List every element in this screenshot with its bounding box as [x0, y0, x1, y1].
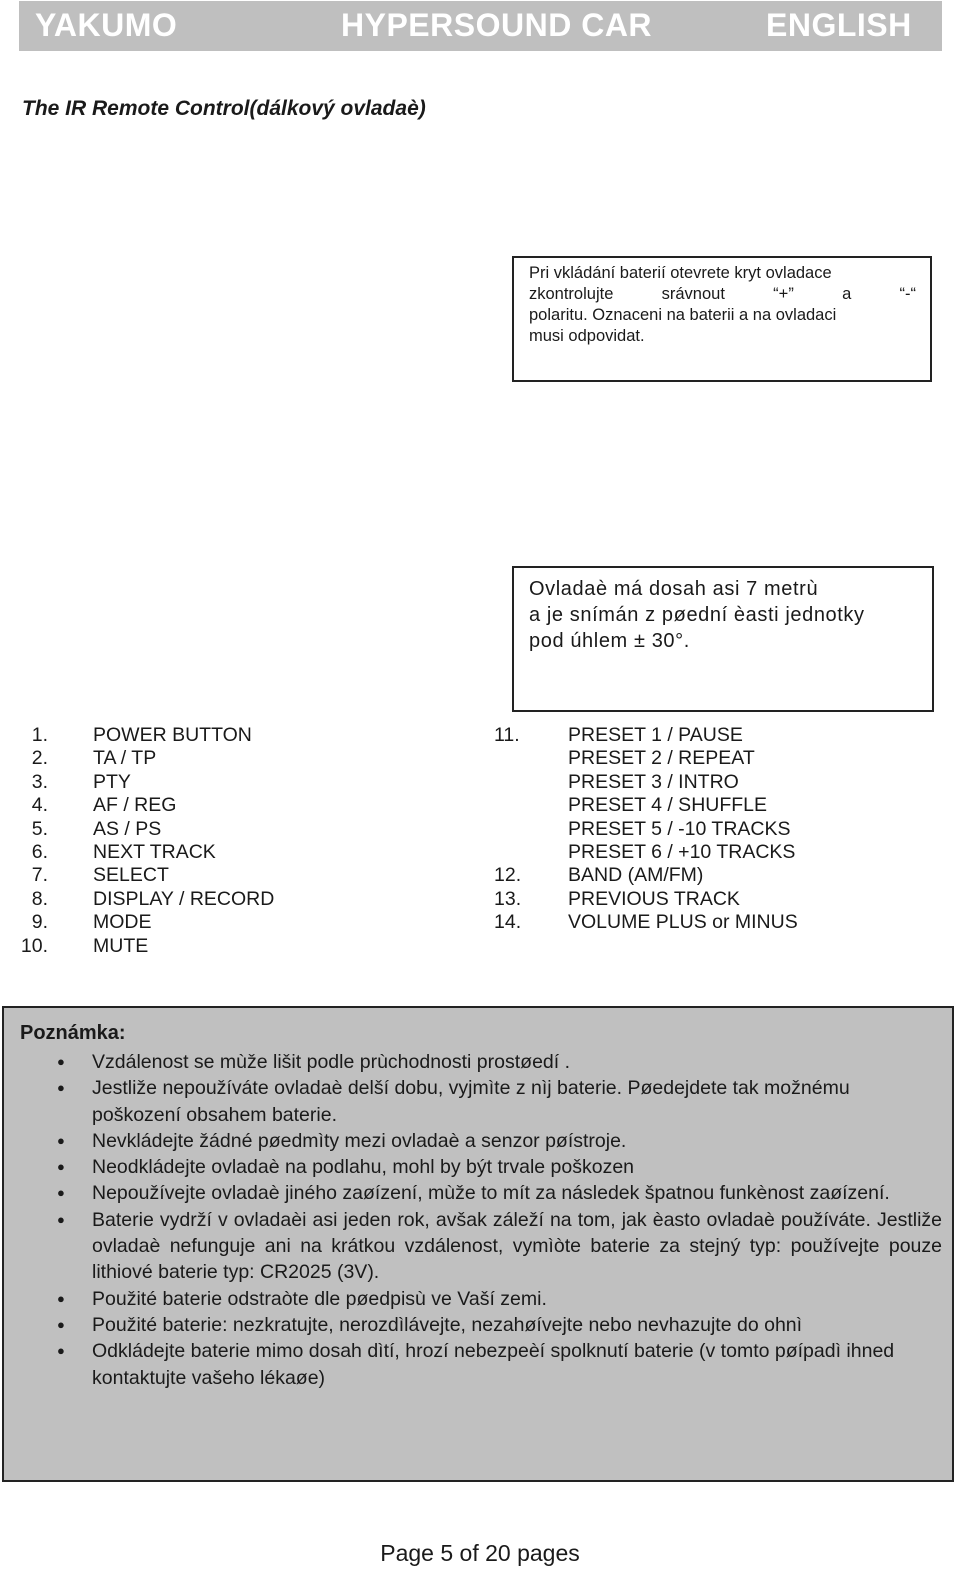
header-brand: YAKUMO [35, 7, 178, 43]
item-label: PRESET 2 / REPEAT [568, 747, 755, 770]
item-label: BAND (AM/FM) [568, 864, 704, 887]
item-label: PRESET 5 / -10 TRACKS [568, 817, 791, 840]
section-title: The IR Remote Control(dálkový ovladaè) [22, 97, 426, 120]
range-line-2: a je snímán z pøední èasti jednotky [529, 604, 865, 626]
item-label: MODE [93, 911, 152, 934]
note-item: ● Vzdálenost se mùže lišit podle prùchodnosti prostøedí . [4, 1049, 954, 1075]
header-product: HYPERSOUND CAR [341, 7, 653, 43]
item-number: 10. [20, 934, 48, 957]
battery-line-3: polaritu. Oznaceni na baterii a na ovladaci [529, 306, 837, 324]
battery-line-4: musi odpovidat. [529, 327, 645, 345]
note-item: ● Neodkládejte ovladaè na podlahu, mohl by být trvale poškozen [4, 1154, 954, 1180]
item-label: VOLUME PLUS or MINUS [568, 911, 798, 934]
item-label: POWER BUTTON [93, 724, 252, 746]
item-label: PRESET 3 / INTRO [568, 770, 739, 793]
note-item: ● Jestliže nepoužíváte ovladaè delší dobu, vyjmìte z nìj baterie. Pøedejdete tak možnému poškození obsahem baterie. [4, 1075, 954, 1128]
item-label: PTY [93, 770, 131, 793]
item-number: 14. [494, 911, 522, 934]
item-label: AS / PS [93, 817, 162, 840]
item-label: PRESET 1 / PAUSE [568, 724, 743, 746]
page-footer: Page 5 of 20 pages [380, 1540, 580, 1566]
item-label: MUTE [93, 934, 149, 957]
battery-line-1: Pri vkládání baterií otevrete kryt ovladace [529, 264, 832, 282]
item-number: 7. [31, 864, 48, 887]
item-number: 2. [31, 747, 48, 770]
item-number: 4. [31, 794, 48, 817]
note-title: Poznámka: [20, 1022, 126, 1044]
note-item: ● Odkládejte baterie mimo dosah dìtí, hrozí nebezpeèí spolknutí baterie (v tomto pøípadì ihned kontaktujte vašeho lékaøe) [4, 1338, 954, 1391]
item-label: AF / REG [93, 794, 177, 817]
note-item: ● Nepoužívejte ovladaè jiného zaøízení, mùže to mít za následek špatnou funkènost zaøízení. [4, 1180, 954, 1206]
range-info-box [512, 566, 934, 712]
item-number: 6. [31, 840, 48, 863]
item-label: NEXT TRACK [93, 840, 216, 863]
item-label: PRESET 4 / SHUFFLE [568, 794, 768, 817]
item-number: 5. [31, 817, 48, 840]
note-item: ● Nevkládejte žádné pøedmìty mezi ovladaè a senzor pøístroje. [4, 1128, 954, 1154]
note-item: ● Použité baterie: nezkratujte, nerozdìlávejte, nezahøívejte nebo nevhazujte do ohnì [4, 1312, 954, 1338]
note-item: ● Baterie vydrží v ovladaèi asi jeden rok, avšak záleží na tom, jak èasto ovladaè používáte. Jestliže ovladaè nefunguje ani na krátkou vzdálenost, vymìòte baterie za stejný typ: používejte pouze lithiové baterie typ: CR2025 (3V). [4, 1207, 954, 1286]
item-number: 11. [494, 724, 520, 746]
item-label: SELECT [93, 864, 169, 887]
battery-instructions-box [512, 256, 932, 382]
item-label: PRESET 6 / +10 TRACKS [568, 840, 796, 863]
note-list [4, 1049, 954, 1391]
item-number: 9. [31, 911, 48, 934]
page-header [19, 1, 942, 51]
range-line-3: pod úhlem ± 30°. [529, 630, 690, 652]
item-number: 12. [494, 864, 522, 887]
item-number: 8. [31, 887, 48, 910]
note-panel [2, 1006, 954, 1482]
note-item: ● Použité baterie odstraòte dle pøedpisù ve Vaší zemi. [4, 1286, 954, 1312]
range-line-1: Ovladaè má dosah asi 7 metrù [529, 578, 819, 600]
item-label: PREVIOUS TRACK [568, 887, 740, 910]
item-number: 13. [494, 887, 522, 910]
item-label: TA / TP [93, 747, 157, 770]
item-label: DISPLAY / RECORD [93, 887, 275, 910]
item-number: 1. [31, 724, 48, 746]
battery-line-2: zkontrolujte srávnout “+” a “-“ [529, 285, 916, 303]
header-language: ENGLISH [766, 7, 912, 43]
item-number: 3. [31, 770, 48, 793]
